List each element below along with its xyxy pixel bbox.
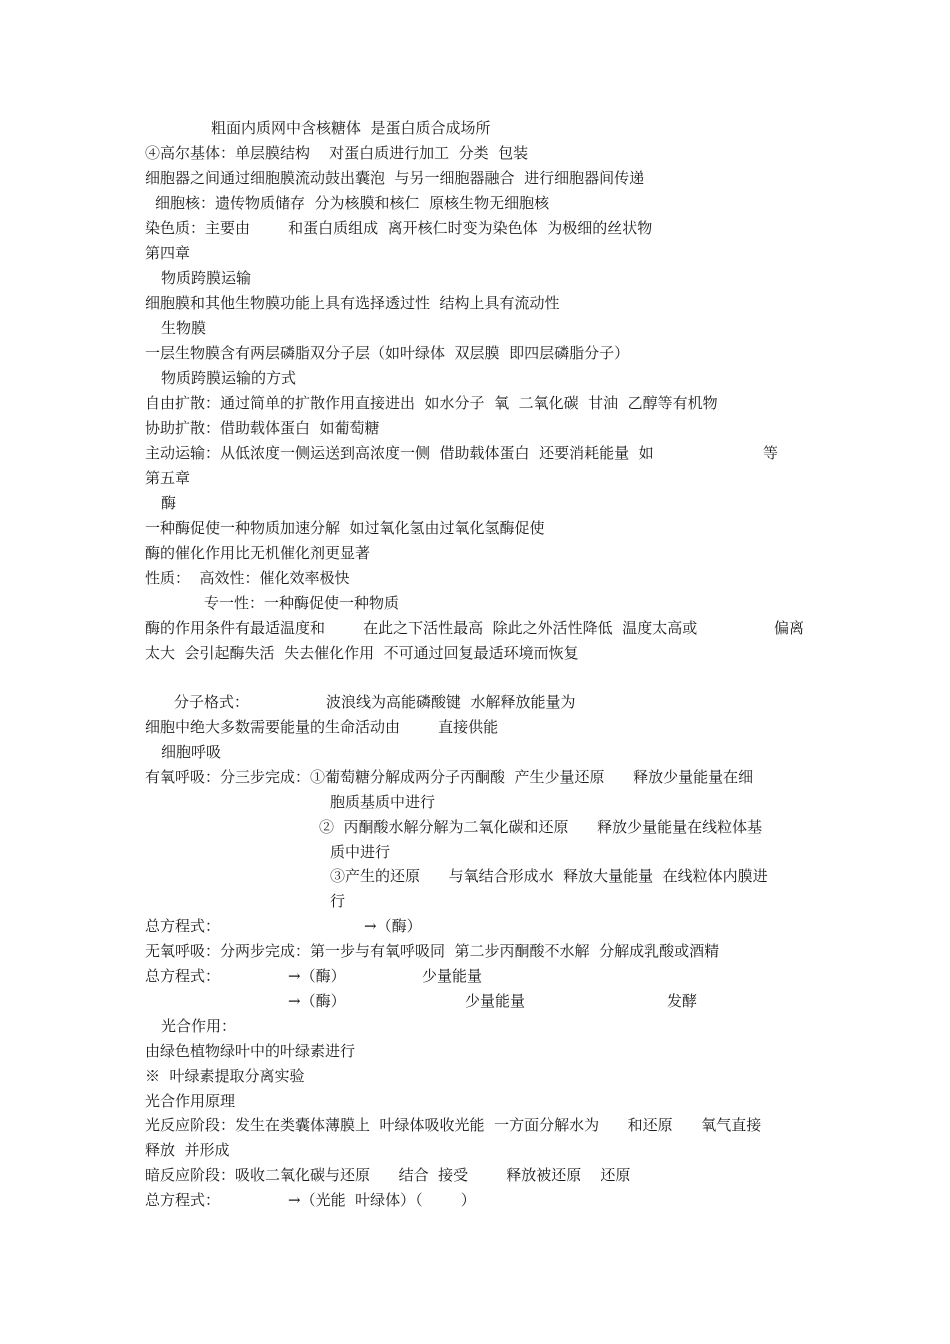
text-line: 一层生物膜含有两层磷脂双分子层（如叶绿体 双层膜 即四层磷脂分子） <box>145 344 630 362</box>
text-fragment: →（酶） <box>364 917 422 935</box>
text-line: 总方程式： <box>145 917 221 935</box>
text-line: 太大 会引起酶失活 失去催化作用 不可通过回复最适环境而恢复 <box>145 644 579 662</box>
text-line: 染色质：主要由 和蛋白质组成 离开核仁时变为染色体 为极细的丝状物 <box>145 219 653 237</box>
section-heading: 物质跨膜运输 <box>161 269 252 287</box>
chapter-heading: 第五章 <box>145 469 191 487</box>
text-fragment: 波浪线为高能磷酸键 水解释放能量为 <box>326 693 576 711</box>
text-line: 行 <box>330 892 346 910</box>
text-line: 性质： 高效性：催化效率极快 <box>145 569 350 587</box>
text-line: 光反应阶段：发生在类囊体薄膜上 叶绿体吸收光能 一方面分解水为 和还原 氧气直接 <box>145 1116 762 1134</box>
text-line: 专一性：一种酶促使一种物质 <box>204 594 400 612</box>
text-fragment: 发酵 <box>667 992 698 1010</box>
text-line: 暗反应阶段：吸收二氧化碳与还原 结合 接受 释放被还原 还原 <box>145 1166 631 1184</box>
text-line: 由绿色植物绿叶中的叶绿素进行 <box>145 1042 356 1060</box>
text-line: 粗面内质网中含核糖体 是蛋白质合成场所 <box>211 119 491 137</box>
text-line: 细胞中绝大多数需要能量的生命活动由 直接供能 <box>145 718 499 736</box>
text-fragment: →（光能 叶绿体）（ ） <box>288 1191 476 1209</box>
text-line: 主动运输：从低浓度一侧运送到高浓度一侧 借助载体蛋白 还要消耗能量 如 <box>145 444 654 462</box>
text-line: ② 丙酮酸水解分解为二氧化碳和还原 释放少量能量在线粒体基 <box>319 818 763 836</box>
text-fragment: 少量能量 <box>422 967 483 985</box>
text-line: ③产生的还原 与氧结合形成水 释放大量能量 在线粒体内膜进 <box>330 867 768 885</box>
text-line: 酶的催化作用比无机催化剂更显著 <box>145 544 371 562</box>
section-heading: 物质跨膜运输的方式 <box>161 369 297 387</box>
text-fragment: →（酶） <box>288 967 346 985</box>
section-heading: 光合作用： <box>161 1017 237 1035</box>
text-line: 细胞膜和其他生物膜功能上具有选择透过性 结构上具有流动性 <box>145 294 560 312</box>
text-fragment: 偏离 <box>774 619 805 637</box>
text-fragment: 等 <box>763 444 779 462</box>
text-line: 光合作用原理 <box>145 1092 236 1110</box>
text-line: 总方程式： <box>145 967 221 985</box>
text-line: 自由扩散：通过简单的扩散作用直接进出 如水分子 氧 二氧化碳 甘油 乙醇等有机物 <box>145 394 718 412</box>
text-fragment: 少量能量 <box>465 992 526 1010</box>
text-line: 一种酶促使一种物质加速分解 如过氧化氢由过氧化氢酶促使 <box>145 519 545 537</box>
text-line: 酶的作用条件有最适温度和 在此之下活性最高 除此之外活性降低 温度太高或 <box>145 619 698 637</box>
text-line: 释放 并形成 <box>145 1141 230 1159</box>
text-line: 协助扩散：借助载体蛋白 如葡萄糖 <box>145 419 380 437</box>
section-heading: 酶 <box>161 494 177 512</box>
text-line: 细胞核：遗传物质储存 分为核膜和核仁 原核生物无细胞核 <box>155 194 550 212</box>
section-heading: 细胞呼吸 <box>161 743 222 761</box>
text-line: 分子格式： <box>174 693 250 711</box>
text-line: 细胞器之间通过细胞膜流动鼓出囊泡 与另一细胞器融合 进行细胞器间传递 <box>145 169 645 187</box>
text-line: ④高尔基体：单层膜结构 对蛋白质进行加工 分类 包装 <box>145 144 529 162</box>
chapter-heading: 第四章 <box>145 244 191 262</box>
section-heading: 生物膜 <box>161 319 207 337</box>
text-fragment: →（酶） <box>288 992 346 1010</box>
text-line: 总方程式： <box>145 1191 221 1209</box>
text-line: 无氧呼吸：分两步完成：第一步与有氧呼吸同 第二步丙酮酸不水解 分解成乳酸或酒精 <box>145 942 720 960</box>
text-line: 有氧呼吸：分三步完成：①葡萄糖分解成两分子丙酮酸 产生少量还原 释放少量能量在细 <box>145 768 754 786</box>
text-line: 胞质基质中进行 <box>330 793 436 811</box>
text-line: 质中进行 <box>330 843 391 861</box>
text-line: ※ 叶绿素提取分离实验 <box>145 1067 305 1085</box>
